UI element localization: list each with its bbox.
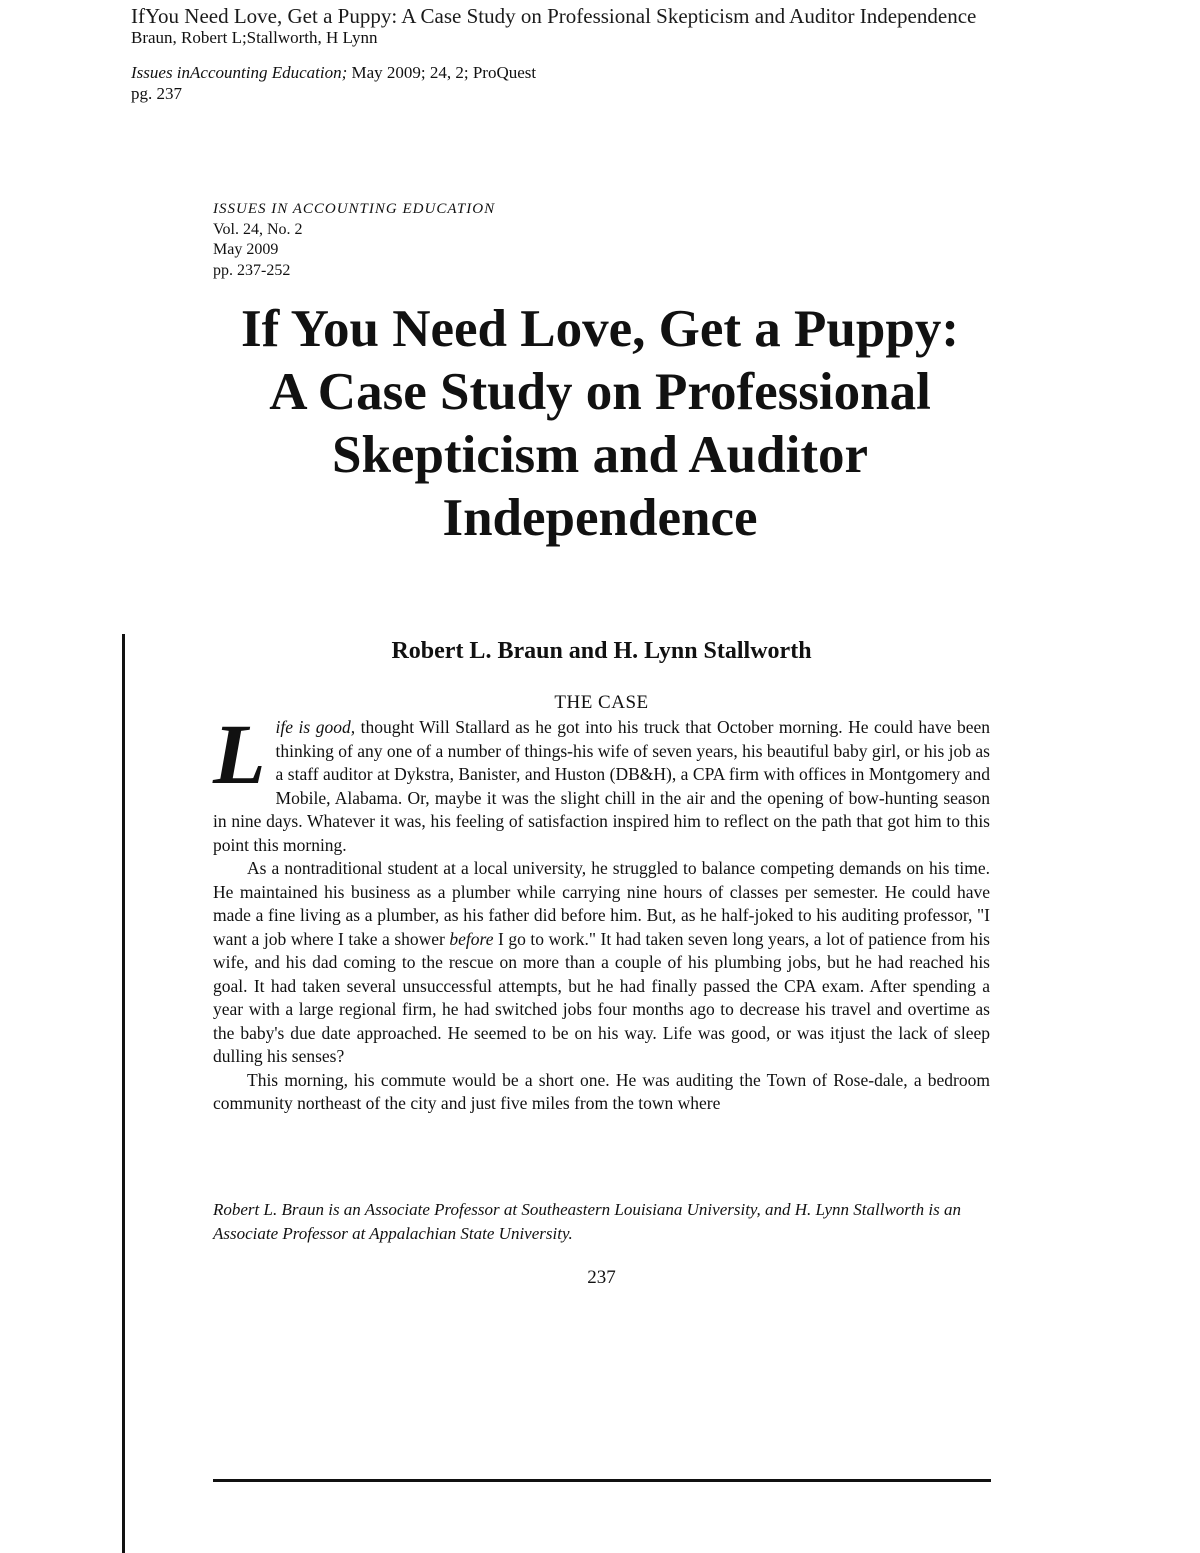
- article-title-line: Independence: [442, 489, 758, 547]
- page-number: 237: [587, 1267, 616, 1288]
- section-heading: THE CASE: [554, 692, 649, 713]
- body-paragraph: [213, 706, 991, 857]
- article-title: [200, 298, 1000, 550]
- article-title-line: If You Need Love, Get a Puppy:: [241, 300, 959, 358]
- body-paragraph: This morning, his commute would be a short one. He was auditing the Town of Rose-dale, a bedroom community northeast of the city and just five miles from the town where: [213, 1069, 990, 1113]
- proquest-page-ref: pg. 237: [131, 84, 182, 103]
- proquest-journal-name: Issues inAccounting Education;: [131, 63, 348, 82]
- paragraph-text: thought Will Stallard as he got into his truck that October morning. He could have been thinking of any one of a number of things-his wife of seven years, his beautiful baby girl, or his job as a staff auditor at Dykstra, Banister, and Huston (DB&H), a CPA firm with offices in Montgomery and Mobile, Alabama. Or, maybe it was the slight chill in the air and the opening of bow-hunting season in nine days. Whatever it was, his feeling of satisfaction inspired him to reflect on the path that got him to this point this morning.: [213, 717, 991, 855]
- body-paragraph: [213, 857, 990, 1069]
- article-title-line: Skepticism and Auditor: [331, 426, 868, 484]
- left-margin-rule: [122, 634, 125, 1553]
- paragraph-text: As a nontraditional student at a local university, he struggled to balance competing demands on his time. He maintained his business as a plumber while carrying nine hours of classes per semester. He could have made a fine living as a plumber, as his father did before him. But, as he half-joked to his auditing professor, "I want a job where I take a shower: [213, 858, 990, 949]
- journal-pages: pp. 237-252: [213, 261, 291, 279]
- proquest-header: [131, 4, 1011, 104]
- drop-cap: L: [213, 706, 266, 802]
- proquest-authors: Braun, Robert L;Stallworth, H Lynn: [131, 28, 378, 47]
- proquest-source-details: May 2009; 24, 2; ProQuest: [347, 63, 537, 82]
- lead-italic-text: ife is good,: [275, 717, 356, 737]
- author-byline: Robert L. Braun and H. Lynn Stallworth: [391, 638, 812, 664]
- bottom-rule: [213, 1479, 991, 1482]
- journal-volume: Vol. 24, No. 2: [213, 220, 303, 238]
- italic-emphasis: before: [449, 928, 494, 949]
- proquest-source-line: [131, 62, 1011, 83]
- article-title-line: A Case Study on Professional: [269, 363, 931, 421]
- journal-name: ISSUES IN ACCOUNTING EDUCATION: [213, 201, 496, 217]
- proquest-document-title: IfYou Need Love, Get a Puppy: A Case Study on Professional Skepticism and Auditor Independence: [131, 4, 977, 28]
- paragraph-text: I go to work." It had taken seven long years, a lot of patience from his wife, and his dad coming to the rescue on more than a couple of his plumbing jobs, but he had reached his goal. It had taken several unsuccessful attempts, but he had finally passed the CPA exam. After spending a year with a large regional firm, he had switched jobs four months ago to decrease his travel and overtime as the baby's due date approached. He seemed to be on his way. Life was good, or was itjust the lack of sleep dulling his senses?: [213, 928, 990, 1066]
- journal-date: May 2009: [213, 241, 279, 258]
- journal-info-block: [213, 199, 495, 281]
- article-body: [213, 706, 991, 1116]
- author-footnote: Robert L. Braun is an Associate Professor at Southeastern Louisiana University, and H. Lynn Stallworth is an Associate Professor at Appalachian State University.: [213, 1200, 961, 1243]
